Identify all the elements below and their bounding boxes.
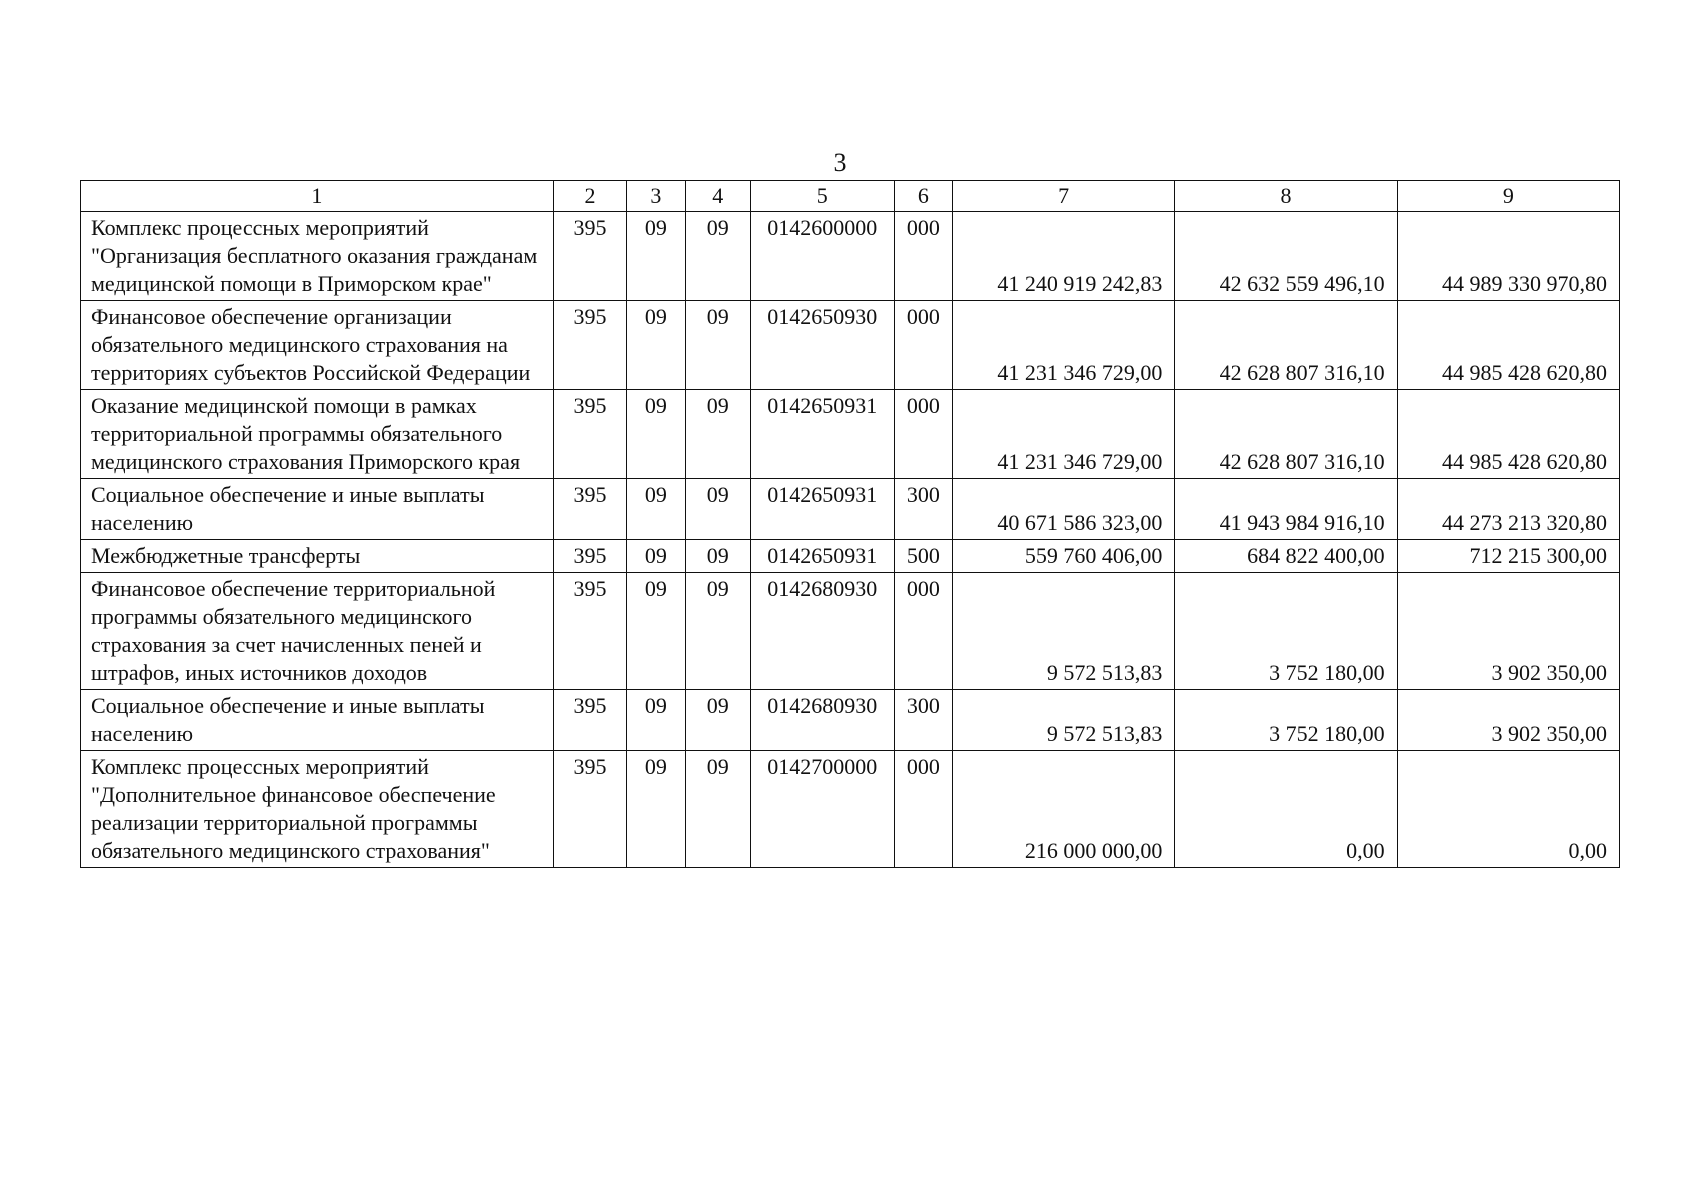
expense-type-code: 000 (894, 390, 952, 479)
subsection-code: 09 (685, 479, 750, 540)
target-article-code: 0142680930 (750, 573, 894, 690)
subsection-code: 09 (685, 690, 750, 751)
row-name: Комплекс процессных мероприятий "Дополнительное финансовое обеспечение реализации территориальной программы обязательного медицинского страхования" (81, 751, 554, 868)
target-article-code: 0142650930 (750, 301, 894, 390)
budget-table (80, 180, 1620, 868)
section-code: 09 (627, 301, 685, 390)
column-header: 9 (1397, 181, 1619, 212)
column-header: 7 (953, 181, 1175, 212)
page-number: 3 (833, 148, 847, 177)
subsection-code: 09 (685, 573, 750, 690)
subsection-code: 09 (685, 212, 750, 301)
expense-type-code: 300 (894, 479, 952, 540)
table-row (81, 390, 1620, 479)
section-code: 09 (627, 212, 685, 301)
table-row (81, 573, 1620, 690)
amount-col-7: 41 240 919 242,83 (953, 212, 1175, 301)
expense-type-code: 000 (894, 212, 952, 301)
row-name: Межбюджетные трансферты (81, 540, 554, 573)
amount-col-7: 41 231 346 729,00 (953, 390, 1175, 479)
amount-col-9: 44 985 428 620,80 (1397, 301, 1619, 390)
table-row (81, 479, 1620, 540)
target-article-code: 0142700000 (750, 751, 894, 868)
column-header: 3 (627, 181, 685, 212)
ministry-code: 395 (553, 301, 626, 390)
amount-col-8: 42 628 807 316,10 (1175, 390, 1397, 479)
amount-col-8: 3 752 180,00 (1175, 573, 1397, 690)
amount-col-7: 41 231 346 729,00 (953, 301, 1175, 390)
column-header: 6 (894, 181, 952, 212)
subsection-code: 09 (685, 540, 750, 573)
ministry-code: 395 (553, 690, 626, 751)
row-name: Комплекс процессных мероприятий "Организация бесплатного оказания гражданам медицинской помощи в Приморском крае" (81, 212, 554, 301)
column-header: 1 (81, 181, 554, 212)
expense-type-code: 500 (894, 540, 952, 573)
section-code: 09 (627, 390, 685, 479)
amount-col-8: 41 943 984 916,10 (1175, 479, 1397, 540)
section-code: 09 (627, 573, 685, 690)
amount-col-7: 9 572 513,83 (953, 690, 1175, 751)
amount-col-9: 712 215 300,00 (1397, 540, 1619, 573)
target-article-code: 0142600000 (750, 212, 894, 301)
target-article-code: 0142650931 (750, 479, 894, 540)
amount-col-8: 684 822 400,00 (1175, 540, 1397, 573)
amount-col-7: 9 572 513,83 (953, 573, 1175, 690)
table-row (81, 301, 1620, 390)
amount-col-9: 44 273 213 320,80 (1397, 479, 1619, 540)
ministry-code: 395 (553, 390, 626, 479)
column-header: 4 (685, 181, 750, 212)
table-row (81, 540, 1620, 573)
section-code: 09 (627, 479, 685, 540)
table-header-row (81, 181, 1620, 212)
section-code: 09 (627, 690, 685, 751)
target-article-code: 0142650931 (750, 390, 894, 479)
amount-col-9: 3 902 350,00 (1397, 573, 1619, 690)
section-code: 09 (627, 751, 685, 868)
row-name: Финансовое обеспечение территориальной программы обязательного медицинского страхования за счет начисленных пеней и штрафов, иных источников доходов (81, 573, 554, 690)
expense-type-code: 000 (894, 573, 952, 690)
section-code: 09 (627, 540, 685, 573)
subsection-code: 09 (685, 301, 750, 390)
row-name: Социальное обеспечение и иные выплаты населению (81, 690, 554, 751)
column-header: 8 (1175, 181, 1397, 212)
column-header: 2 (553, 181, 626, 212)
expense-type-code: 300 (894, 690, 952, 751)
row-name: Финансовое обеспечение организации обязательного медицинского страхования на территориях субъектов Российской Федерации (81, 301, 554, 390)
subsection-code: 09 (685, 751, 750, 868)
subsection-code: 09 (685, 390, 750, 479)
row-name: Социальное обеспечение и иные выплаты населению (81, 479, 554, 540)
row-name: Оказание медицинской помощи в рамках территориальной программы обязательного медицинского страхования Приморского края (81, 390, 554, 479)
ministry-code: 395 (553, 751, 626, 868)
table-row (81, 690, 1620, 751)
amount-col-7: 559 760 406,00 (953, 540, 1175, 573)
amount-col-9: 44 985 428 620,80 (1397, 390, 1619, 479)
target-article-code: 0142650931 (750, 540, 894, 573)
amount-col-7: 216 000 000,00 (953, 751, 1175, 868)
table-row (81, 751, 1620, 868)
amount-col-9: 0,00 (1397, 751, 1619, 868)
target-article-code: 0142680930 (750, 690, 894, 751)
expense-type-code: 000 (894, 751, 952, 868)
ministry-code: 395 (553, 212, 626, 301)
table-row (81, 212, 1620, 301)
amount-col-8: 0,00 (1175, 751, 1397, 868)
amount-col-8: 42 632 559 496,10 (1175, 212, 1397, 301)
ministry-code: 395 (553, 573, 626, 690)
expense-type-code: 000 (894, 301, 952, 390)
amount-col-8: 3 752 180,00 (1175, 690, 1397, 751)
amount-col-8: 42 628 807 316,10 (1175, 301, 1397, 390)
ministry-code: 395 (553, 479, 626, 540)
column-header: 5 (750, 181, 894, 212)
amount-col-7: 40 671 586 323,00 (953, 479, 1175, 540)
ministry-code: 395 (553, 540, 626, 573)
amount-col-9: 3 902 350,00 (1397, 690, 1619, 751)
amount-col-9: 44 989 330 970,80 (1397, 212, 1619, 301)
